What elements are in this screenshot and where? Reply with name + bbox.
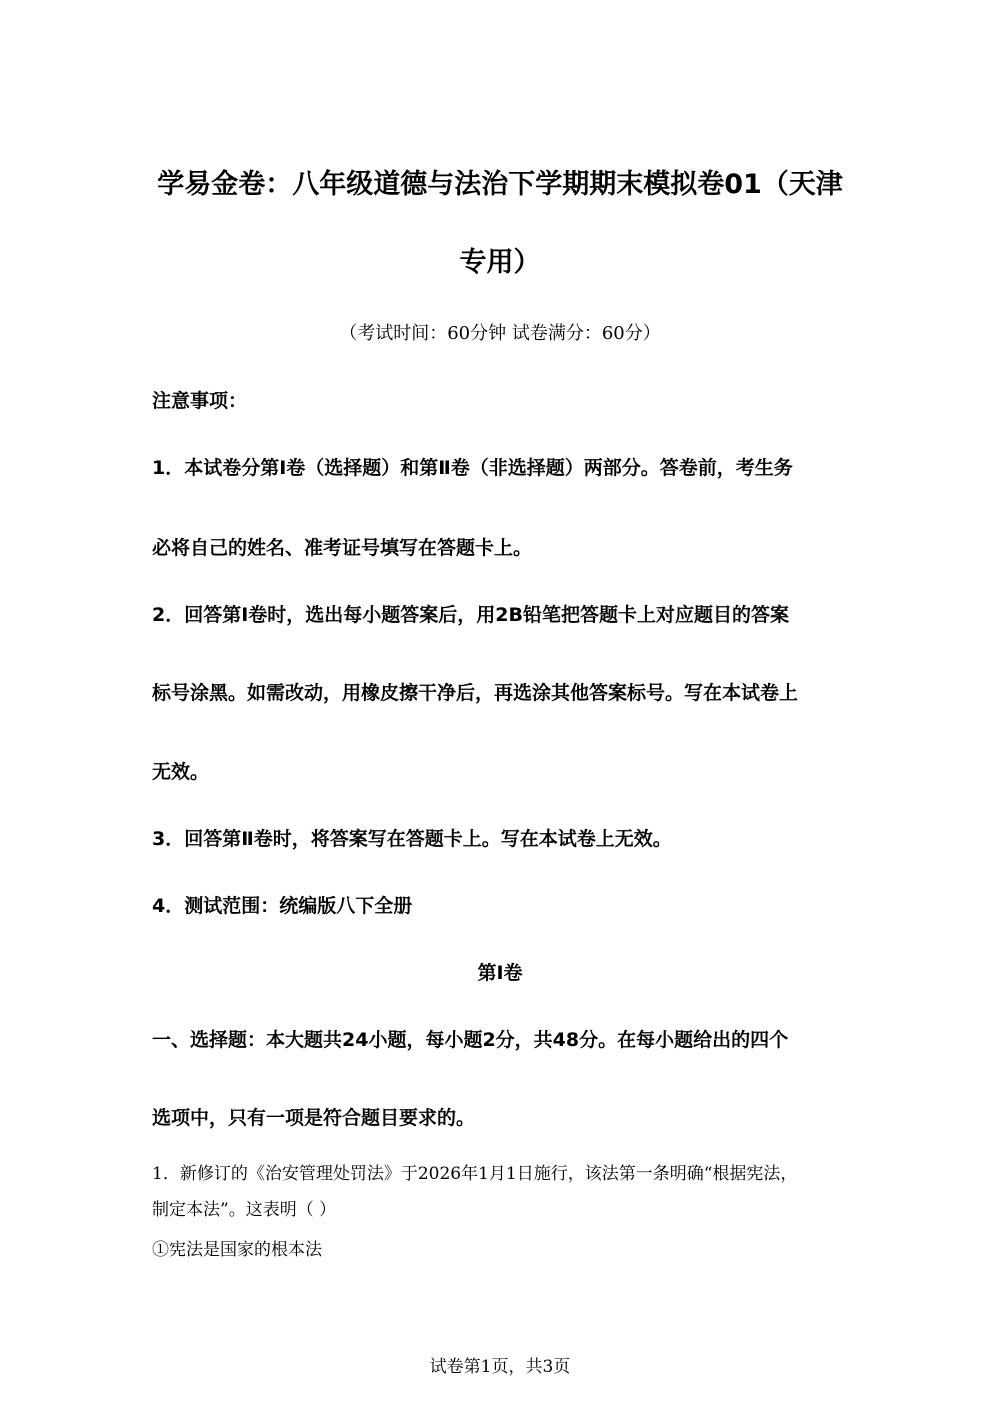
question-1-stem-line-2: 制定本法”。这表明（ ） <box>152 1200 337 1220</box>
exam-title-line-1: 学易金卷：八年级道德与法治下学期期末模拟卷01（天津 <box>157 169 843 200</box>
part-1-heading: 第Ⅰ卷 <box>477 962 523 984</box>
notice-item-2-line-3: 无效。 <box>152 761 210 783</box>
notice-item-1-line-1: 1．本试卷分第Ⅰ卷（选择题）和第Ⅱ卷（非选择题）两部分。答卷前，考生务 <box>152 457 793 479</box>
exam-title-line-2: 专用） <box>459 247 541 278</box>
section-1-instruction-line-1: 一、选择题：本大题共24小题，每小题2分，共48分。在每小题给出的四个 <box>152 1029 789 1051</box>
notice-item-4: 4．测试范围：统编版八下全册 <box>152 895 413 917</box>
page-footer: 试卷第1页，共3页 <box>429 1357 571 1377</box>
question-1-stem-line-1: 1．新修订的《治安管理处罚法》于2026年1月1日施行，该法第一条明确“根据宪法， <box>152 1164 798 1184</box>
notice-heading: 注意事项： <box>152 390 248 412</box>
notice-item-3: 3．回答第Ⅱ卷时，将答案写在答题卡上。写在本试卷上无效。 <box>152 828 672 850</box>
section-1-instruction-line-2: 选项中，只有一项是符合题目要求的。 <box>152 1107 476 1129</box>
notice-item-1-line-2: 必将自己的姓名、准考证号填写在答题卡上。 <box>152 537 533 559</box>
exam-info: （考试时间：60分钟 试卷满分：60分） <box>339 323 661 344</box>
notice-item-2-line-2: 标号涂黑。如需改动，用橡皮擦干净后，再选涂其他答案标号。写在本试卷上 <box>152 682 799 704</box>
question-1-statement-1: ①宪法是国家的根本法 <box>152 1240 322 1260</box>
notice-item-2-line-1: 2．回答第Ⅰ卷时，选出每小题答案后，用2B铅笔把答题卡上对应题目的答案 <box>152 604 789 626</box>
